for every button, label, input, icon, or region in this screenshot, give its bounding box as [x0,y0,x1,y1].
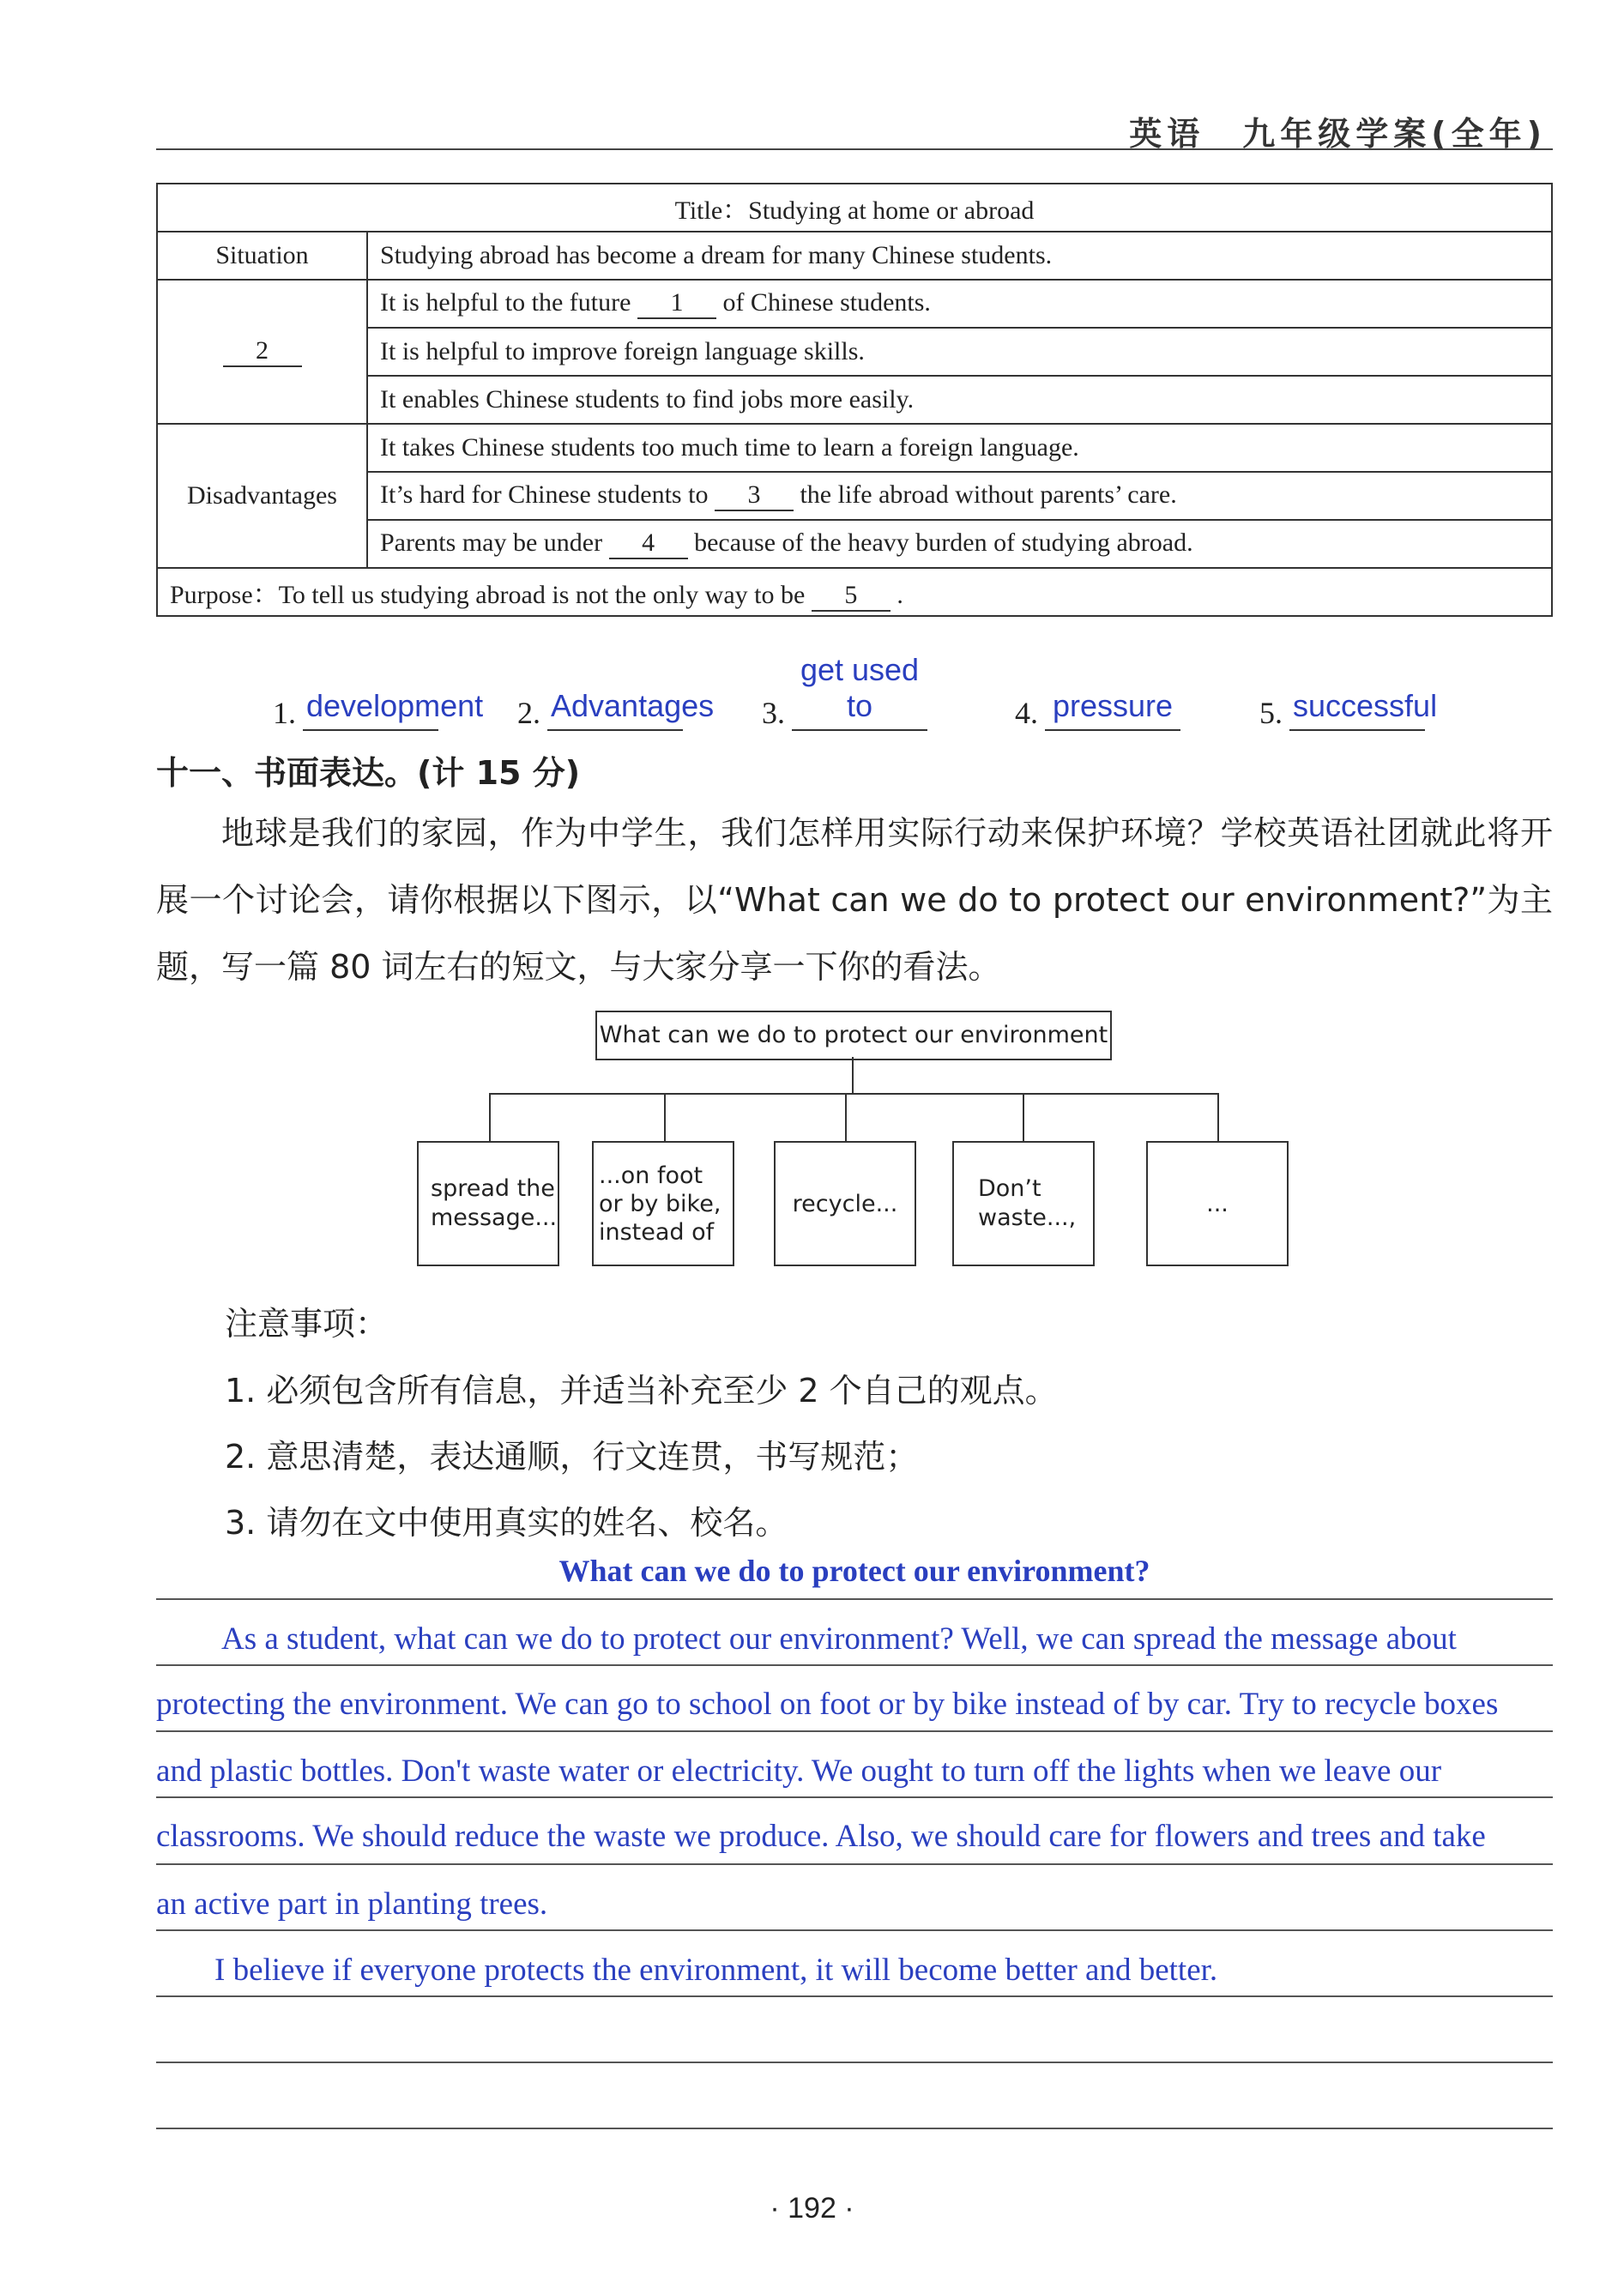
answer-row [273,652,1465,731]
blank-2: 2 [223,336,302,367]
writing-line [156,2062,1553,2063]
writing-line [156,2128,1553,2129]
book-header-title: 英语 九年级学案(全年) [1129,115,1547,153]
diagram-box-foot-bike: ...on foot or by bike, instead of [592,1141,734,1266]
diagram-box-dont-waste: Don’t waste..., [952,1141,1095,1266]
advantage-2: It is helpful to improve foreign language skills. [367,328,1552,376]
info-table [156,183,1553,617]
diagram-connector [845,1093,847,1141]
essay-title: What can we do to protect our environment? [558,1554,1150,1588]
blank-1: 1 [637,288,716,319]
answer-3: 3. get used to [762,652,1015,731]
diagram-connector [1217,1093,1219,1141]
diagram-connector [664,1093,666,1141]
writing-prompt: 地球是我们的家园，作为中学生，我们怎样用实际行动来保护环境？学校英语社团就此将开展一个讨论会，请你根据以下图示，以“What can we do to protect our environment?”为主题，写一篇 80 词左右的短文，与大家分享一下你的看法。 [156,814,1553,986]
essay-line: and plastic bottles. Don't waste water or electricity. We ought to turn off the lights when we leave our [156,1754,1442,1789]
essay-line: an active part in planting trees. [156,1887,548,1922]
disadvantage-3: Parents may be under 4 because of the heavy burden of studying abroad. [367,520,1552,568]
answer-1: 1. development [273,688,484,730]
essay-line: I believe if everyone protects the environment, it will become better and better. [214,1953,1218,1988]
disadvantage-2: It’s hard for Chinese students to 3 the life abroad without parents’ care. [367,472,1552,520]
writing-line [156,1598,1553,1600]
page-number: · 192 · [770,2192,854,2225]
diagram-root: What can we do to protect our environment [595,1011,1112,1060]
blank-3: 3 [715,480,794,511]
diagram-box-recycle: recycle... [774,1141,916,1266]
answer-4: 4. pressure [1015,652,1259,731]
essay-line: classrooms. We should reduce the waste we produce. Also, we should care for flowers and trees and take [156,1819,1486,1854]
section-title: 十一、书面表达。(计 15 分) [156,754,581,792]
situation-text: Studying abroad has become a dream for many Chinese students. [367,232,1552,280]
note-item: 2. 意思清楚，表达通顺，行文连贯，书写规范； [225,1438,919,1476]
diagram-connector [489,1093,1218,1095]
diagram-box-spread: spread the message... [417,1141,559,1266]
advantages-label-cell [157,280,367,424]
answer-2: 2. Advantages [517,688,715,730]
diagram-connector [1023,1093,1024,1141]
writing-line [156,1995,1553,1997]
writing-line [156,1664,1553,1666]
blank-5: 5 [812,581,890,612]
writing-line [156,1863,1553,1865]
writing-line [156,1929,1553,1931]
disadvantage-1: It takes Chinese students too much time to learn a foreign language. [367,424,1552,472]
disadvantages-label: Disadvantages [157,424,367,568]
diagram-box-more: ... [1146,1141,1289,1266]
writing-line [156,1796,1553,1798]
blank-4: 4 [609,528,688,559]
header-rule [156,148,1553,150]
diagram-connector [489,1093,491,1141]
essay-line: As a student, what can we do to protect our environment? Well, we can spread the message about [221,1621,1457,1657]
table-title: Title：Studying at home or abroad [157,184,1552,232]
essay-line: protecting the environment. We can go to school on foot or by bike instead of by car. Try to recycle boxes [156,1687,1499,1722]
note-item: 1. 必须包含所有信息，并适当补充至少 2 个自己的观点。 [225,1372,1058,1410]
diagram-connector [852,1057,854,1093]
situation-label: Situation [157,232,367,280]
notes-heading: 注意事项： [225,1305,389,1343]
advantage-1: It is helpful to the future 1 of Chinese students. [367,280,1552,328]
answer-5: 5. successful [1259,688,1438,730]
note-item: 3. 请勿在文中使用真实的姓名、校名。 [225,1504,788,1542]
advantage-3: It enables Chinese students to find jobs more easily. [367,376,1552,424]
purpose-row: Purpose：To tell us studying abroad is not the only way to be 5 . [157,568,1552,616]
writing-line [156,1730,1553,1732]
